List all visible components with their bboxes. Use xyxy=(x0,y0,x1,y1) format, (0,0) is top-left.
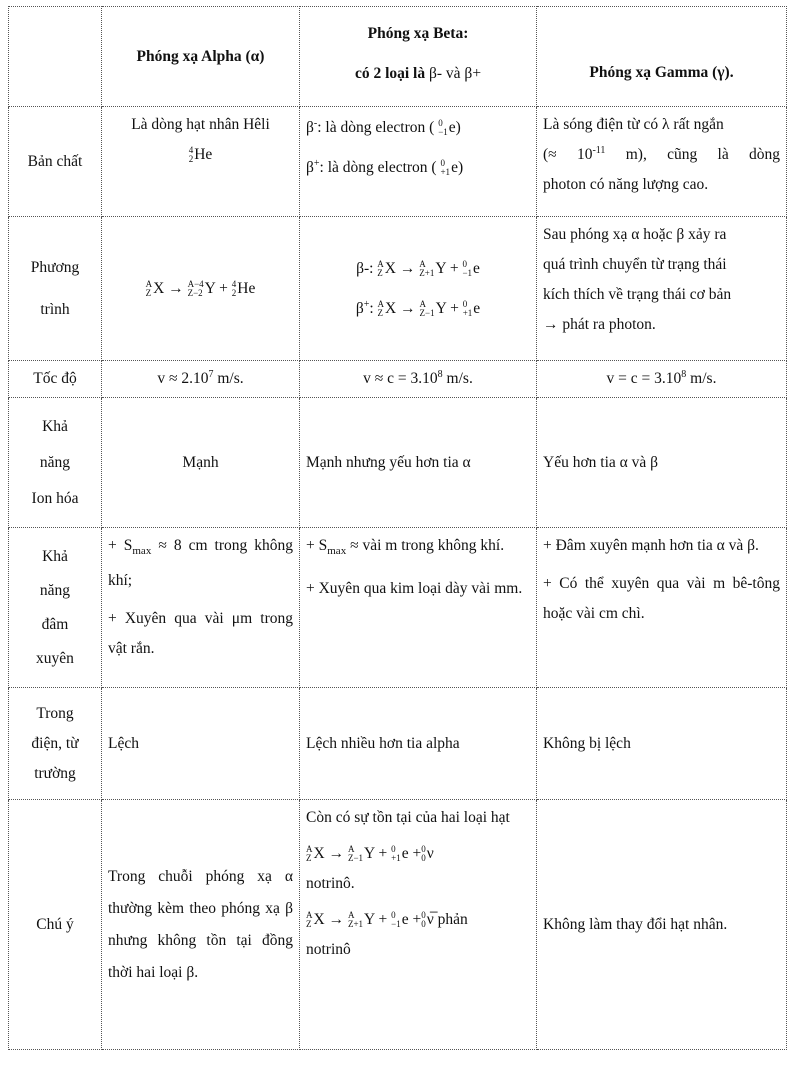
phuong-trinh-beta xyxy=(300,217,537,361)
header-row xyxy=(9,7,787,107)
label-toc-do-text: Tốc độ xyxy=(33,370,77,387)
label-dien-tu-truong-2: điện, từ xyxy=(31,734,79,752)
header-beta-line2-rest: β- và β+ xyxy=(425,65,482,82)
dam-xuyen-beta xyxy=(300,528,537,688)
label-phuong-trinh xyxy=(9,217,102,361)
dien-tu-truong-gamma xyxy=(537,688,787,800)
header-beta-line1: Phóng xạ Beta: xyxy=(367,25,469,42)
ban-chat-gamma-line1: Là sóng điện từ có λ rất ngắn xyxy=(543,116,724,133)
label-dam-xuyen xyxy=(9,528,102,688)
phuong-trinh-gamma-line4: → phát ra photon. xyxy=(543,316,656,333)
label-phuong-trinh-1: Phương xyxy=(30,258,80,276)
dam-xuyen-gamma xyxy=(537,528,787,688)
dam-xuyen-alpha-2: + Xuyên qua vài μm trong vật rắn. xyxy=(108,610,293,658)
label-chu-y-text: Chú ý xyxy=(36,915,74,933)
label-dien-tu-truong-3: trường xyxy=(34,764,76,782)
row-chu-y xyxy=(9,800,787,1050)
dam-xuyen-gamma-2: + Có thể xuyên qua vài m bê-tông hoặc vài cm chì. xyxy=(543,575,780,622)
dam-xuyen-alpha xyxy=(102,528,300,688)
helium-symbol: 4 2 He xyxy=(188,145,213,165)
label-ban-chat-text: Bản chất xyxy=(27,152,83,170)
label-chu-y xyxy=(9,800,102,1050)
dam-xuyen-gamma-1: + Đâm xuyên mạnh hơn tia α và β. xyxy=(543,537,759,554)
row-toc-do xyxy=(9,361,787,398)
chu-y-beta-intro: Còn có sự tồn tại của hai loại hạt xyxy=(306,809,510,826)
chu-y-gamma xyxy=(537,800,787,1050)
toc-do-gamma: $v = c = 3.10^8$ m/s. xyxy=(537,361,787,398)
label-ion-hoa xyxy=(9,398,102,528)
header-beta-line2 xyxy=(306,59,530,89)
ion-hoa-alpha-text: Mạnh xyxy=(182,453,219,471)
ban-chat-gamma-line2: (≈ $10^{-11}$ m), cũng là dòng xyxy=(543,144,780,163)
alpha-decay-equation: A Z X → A−4 Z−2 Y + 4 2 He xyxy=(145,278,256,298)
chu-y-alpha xyxy=(102,800,300,1050)
label-dien-tu-truong xyxy=(9,688,102,800)
label-ion-hoa-1: Khả xyxy=(42,417,68,435)
dien-tu-truong-alpha-text: Lệch xyxy=(108,734,139,752)
label-ion-hoa-3: Ion hóa xyxy=(31,489,79,507)
header-beta-line2-bold: có 2 loại là xyxy=(354,65,426,82)
beta-plus-equation: β+: A Z X → A Z−1 Y + 0 +1 e xyxy=(355,298,481,318)
chu-y-beta-notrino-2: notrinô xyxy=(306,941,351,958)
phuong-trinh-alpha xyxy=(102,217,300,361)
toc-do-beta: $v \approx c = 3.10^8$ m/s. xyxy=(300,361,537,398)
dien-tu-truong-beta-text: Lệch nhiều hơn tia alpha xyxy=(306,734,460,752)
phuong-trinh-gamma xyxy=(537,217,787,361)
label-dam-xuyen-4: xuyên xyxy=(36,649,74,667)
header-gamma xyxy=(537,7,787,107)
header-empty-cell xyxy=(9,7,102,107)
dam-xuyen-beta-2: + Xuyên qua kim loại dày vài mm. xyxy=(306,580,523,598)
ban-chat-beta-plus: β+: là dòng electron ( 0 +1 e) xyxy=(306,157,464,178)
label-ban-chat xyxy=(9,107,102,217)
ban-chat-alpha xyxy=(102,107,300,217)
ion-hoa-gamma-text: Yếu hơn tia α và β xyxy=(543,453,659,471)
label-dam-xuyen-3: đâm xyxy=(41,615,69,633)
ban-chat-alpha-text: Là dòng hạt nhân Hêli xyxy=(131,116,270,133)
chu-y-beta xyxy=(300,800,537,1050)
ban-chat-gamma-line3: photon có năng lượng cao. xyxy=(543,176,709,193)
header-beta xyxy=(300,7,537,107)
ban-chat-gamma xyxy=(537,107,787,217)
dien-tu-truong-beta xyxy=(300,688,537,800)
dam-xuyen-beta-1: + $S_{max}$ ≈ vài m trong không khí. xyxy=(306,537,505,558)
label-ion-hoa-2: năng xyxy=(39,453,71,471)
header-gamma-text: Phóng xạ Gamma (γ). xyxy=(589,64,734,81)
row-ban-chat xyxy=(9,107,787,217)
ban-chat-beta-minus: β-: là dòng electron ( 0 −1 e) xyxy=(306,117,461,138)
phuong-trinh-gamma-line3: kích thích về trạng thái cơ bản xyxy=(543,286,732,303)
ion-hoa-alpha xyxy=(102,398,300,528)
label-dam-xuyen-2: năng xyxy=(39,581,71,599)
phuong-trinh-gamma-line1: Sau phóng xạ α hoặc β xảy ra xyxy=(543,226,727,243)
toc-do-alpha: $v \approx 2.10^7$ m/s. xyxy=(102,361,300,398)
radiation-comparison-table xyxy=(8,6,787,1050)
ban-chat-beta xyxy=(300,107,537,217)
dam-xuyen-alpha-1: + $S_{max} \approx 8$ cm trong không khí; xyxy=(108,537,293,590)
label-phuong-trinh-2: trình xyxy=(40,300,70,318)
row-dien-tu-truong xyxy=(9,688,787,800)
label-toc-do xyxy=(9,361,102,398)
label-dam-xuyen-1: Khả xyxy=(42,547,68,565)
dien-tu-truong-gamma-text: Không bị lệch xyxy=(543,734,631,752)
ion-hoa-gamma xyxy=(537,398,787,528)
helium-nuclide-numbers: 4 2 xyxy=(188,145,194,165)
row-phuong-trinh xyxy=(9,217,787,361)
dien-tu-truong-alpha xyxy=(102,688,300,800)
chu-y-beta-notrino-1: notrinô. xyxy=(306,875,355,892)
ion-hoa-beta xyxy=(300,398,537,528)
beta-minus-equation: β-: A Z X → A Z+1 Y + 0 −1 e xyxy=(356,258,480,278)
row-ion-hoa xyxy=(9,398,787,528)
header-alpha xyxy=(102,7,300,107)
chu-y-beta-equation-1: A Z X → A Z−1 Y + 0 +1 e + 0 0 ν xyxy=(306,844,434,864)
phuong-trinh-gamma-line2: quá trình chuyển từ trạng thái xyxy=(543,256,727,273)
chu-y-alpha-text: Trong chuỗi phóng xạ α thường kèm theo phóng xạ β nhưng không tồn tại đồng thời hai loại β. xyxy=(108,867,293,981)
ion-hoa-beta-text: Mạnh nhưng yếu hơn tia α xyxy=(306,453,471,471)
chu-y-beta-equation-2: A Z X → A Z+1 Y + 0 −1 e + 0 0 ν̅ phản xyxy=(306,910,468,930)
label-dien-tu-truong-1: Trong xyxy=(36,704,74,722)
chu-y-gamma-text: Không làm thay đổi hạt nhân. xyxy=(543,915,728,933)
header-alpha-text: Phóng xạ Alpha (α) xyxy=(136,47,265,65)
row-dam-xuyen xyxy=(9,528,787,688)
